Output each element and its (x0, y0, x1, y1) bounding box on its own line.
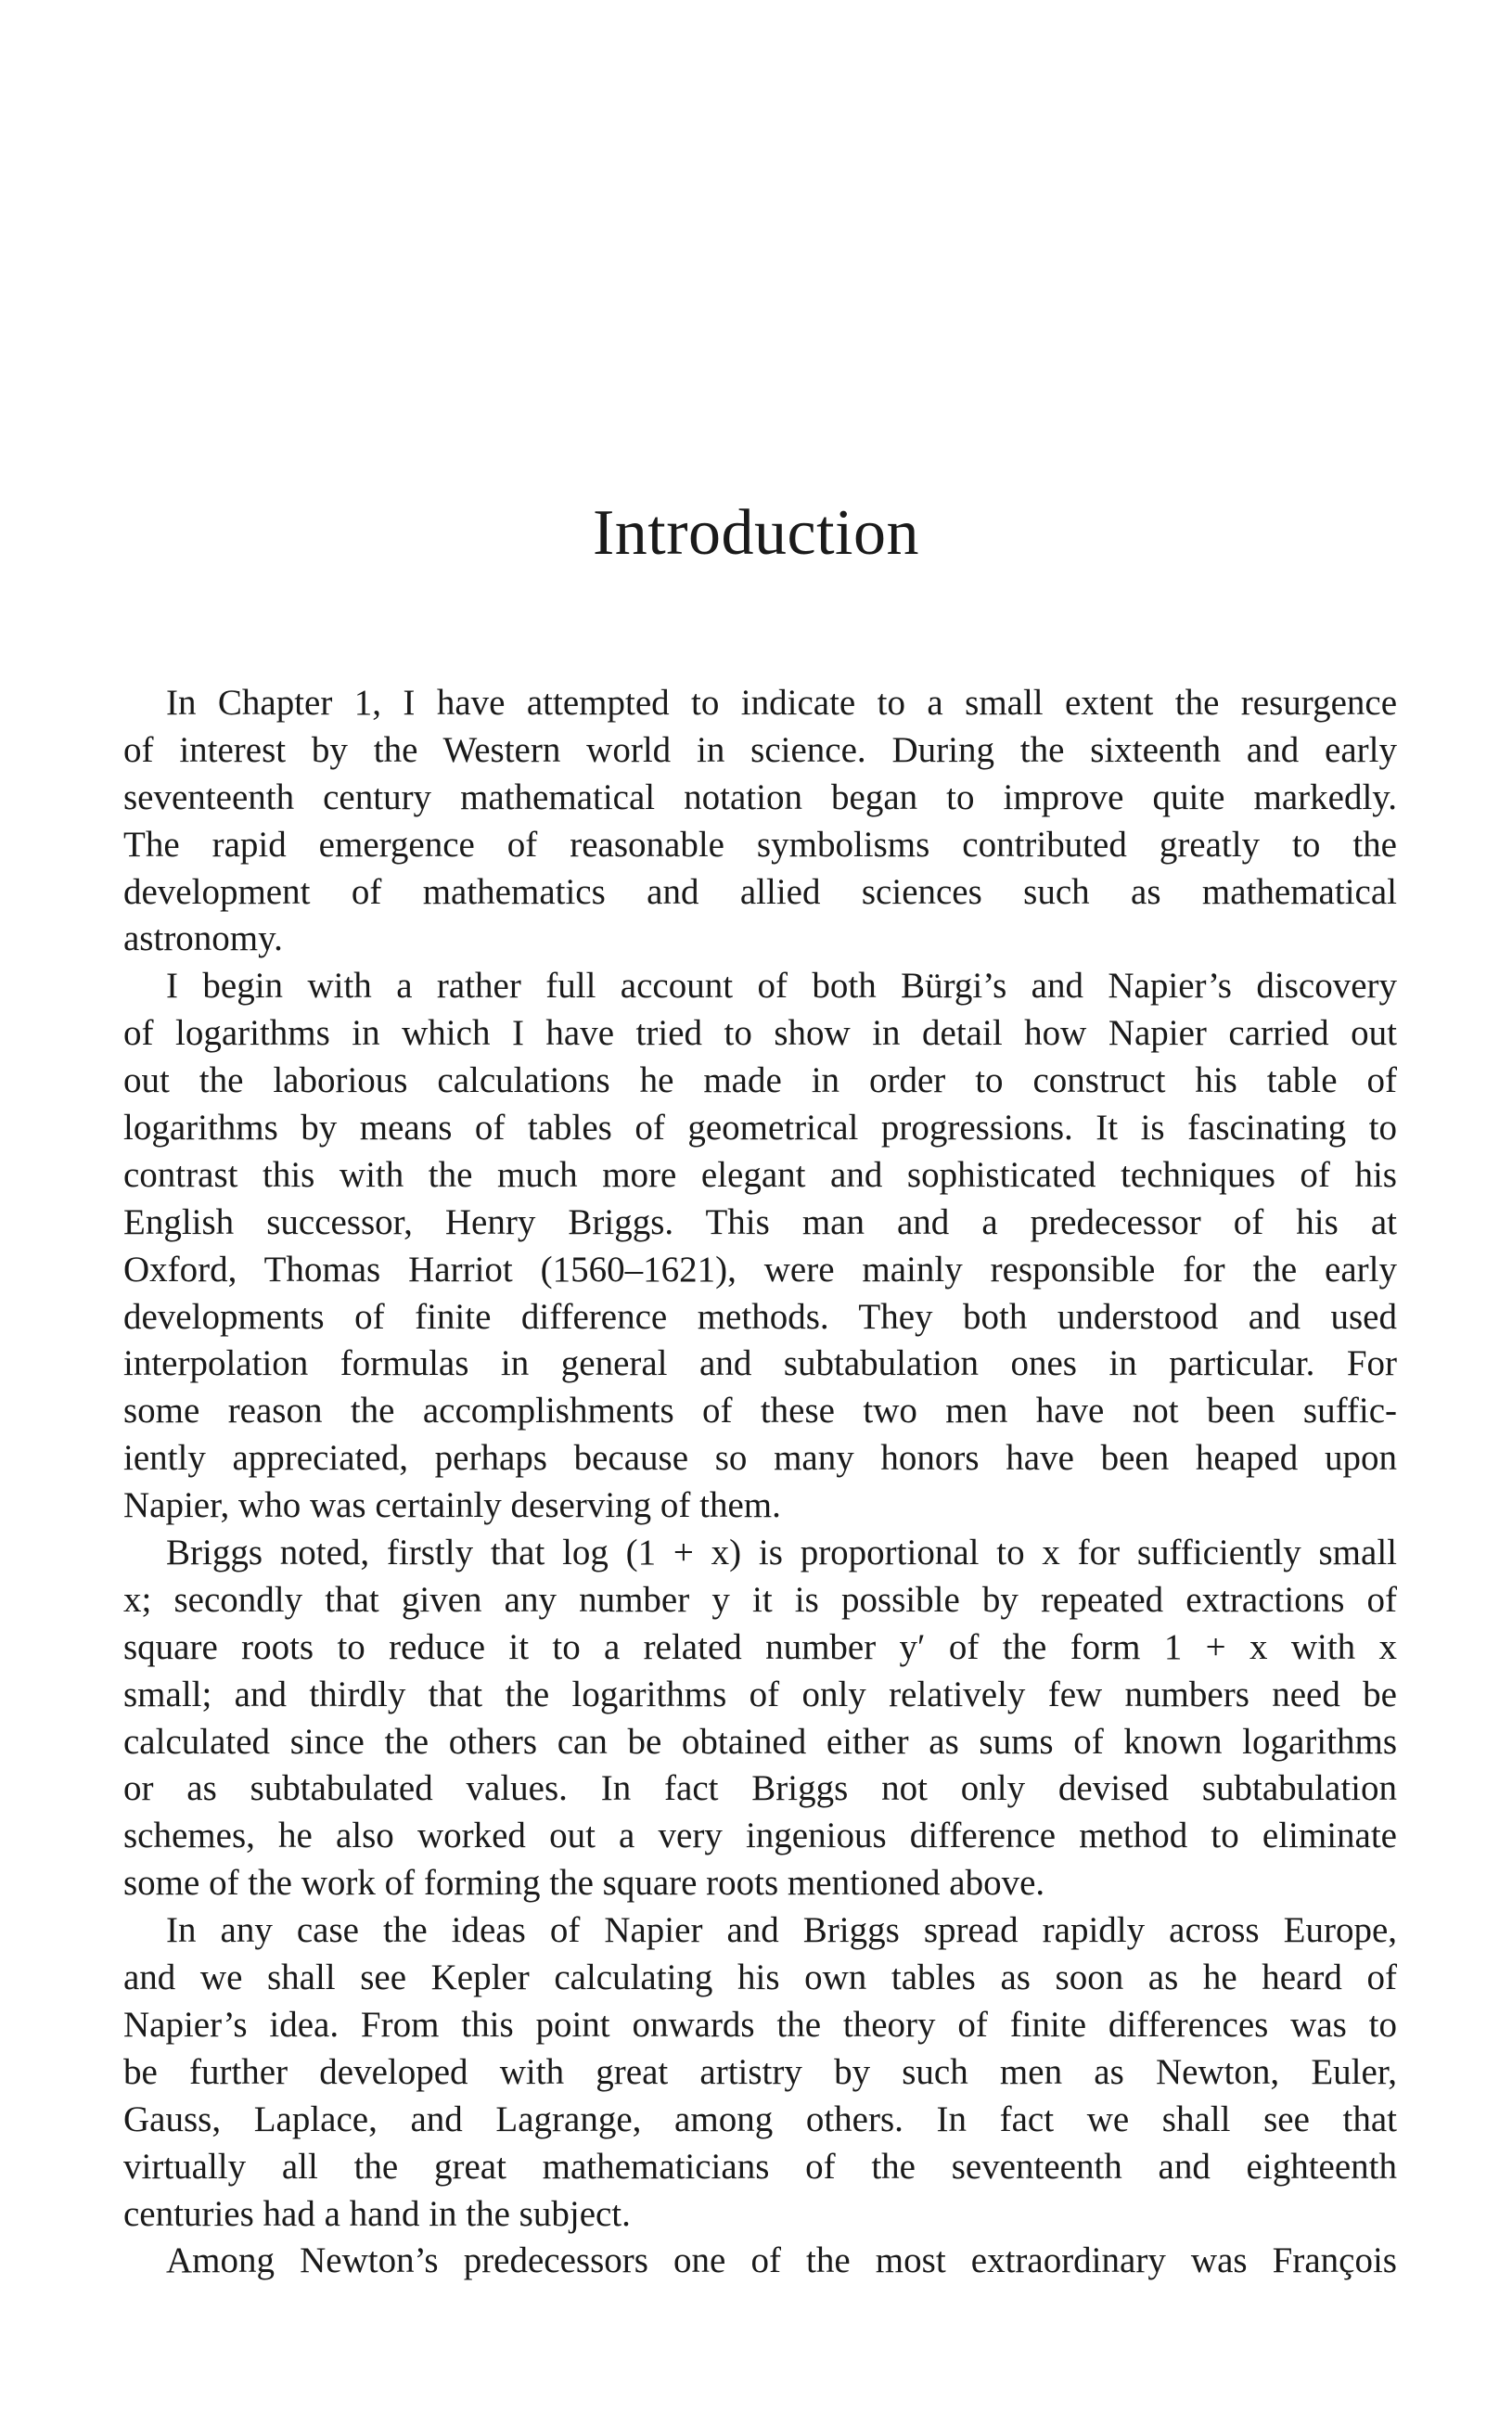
text-line: x; secondly that given any number y it is possible by repeated extractions of (123, 1579, 1397, 1620)
text-line: English successor, Henry Briggs. This man and a predecessor of his at (123, 1201, 1397, 1242)
text-line: schemes, he also worked out a very ingenious difference method to eliminate (123, 1816, 1397, 1856)
text-line: small; and thirdly that the logarithms of only relatively few numbers need be (123, 1674, 1397, 1714)
text-line: out the laborious calculations he made in order to construct his table of (123, 1060, 1397, 1101)
text-line: I begin with a rather full account of both Bürgi’s and Napier’s discovery (166, 966, 1397, 1007)
text-line: Among Newton’s predecessors one of the most extraordinary was François (166, 2240, 1397, 2281)
text-line: Oxford, Thomas Harriot (1560–1621), were mainly responsible for the early (123, 1249, 1397, 1290)
text-line: calculated since the others can be obtained either as sums of known logarithms (123, 1721, 1397, 1762)
paragraph-2 (123, 963, 1397, 1530)
text-line: Gauss, Laplace, and Lagrange, among others. In fact we shall see that (123, 2099, 1397, 2139)
text-line: centuries had a hand in the subject. (123, 2193, 631, 2234)
text-line: In any case the ideas of Napier and Briggs spread rapidly across Europe, (166, 1910, 1397, 1951)
text-line: interpolation formulas in general and subtabulation ones in particular. For (123, 1343, 1397, 1384)
text-line: Briggs noted, firstly that log (1 + x) is proportional to x for sufficiently small (166, 1533, 1397, 1573)
page-title: Introduction (592, 497, 920, 569)
text-line: contrast this with the much more elegant and sophisticated techniques of his (123, 1154, 1397, 1195)
text-line: Napier, who was certainly deserving of them. (123, 1485, 781, 1526)
text-line: seventeenth century mathematical notation began to improve quite markedly. (123, 777, 1397, 817)
text-line: development of mathematics and allied sciences such as mathematical (123, 871, 1397, 912)
text-line: Napier’s idea. From this point onwards the theory of finite differences was to (123, 2004, 1397, 2045)
text-line: developments of finite difference methods. They both understood and used (123, 1296, 1397, 1337)
text-line: some reason the accomplishments of these two men have not been suffic- (123, 1391, 1397, 1431)
body-text (123, 680, 1397, 2285)
paragraph-5 (123, 2238, 1397, 2285)
text-line: astronomy. (123, 918, 283, 959)
text-line: virtually all the great mathematicians of the seventeenth and eighteenth (123, 2146, 1397, 2187)
text-line: be further developed with great artistry by such men as Newton, Euler, (123, 2051, 1397, 2092)
text-line: In Chapter 1, I have attempted to indicate to a small extent the resurgence (166, 683, 1397, 723)
text-line: logarithms by means of tables of geometrical progressions. It is fascinating to (123, 1108, 1397, 1149)
text-line: and we shall see Kepler calculating his own tables as soon as he heard of (123, 1957, 1397, 1998)
paragraph-4 (123, 1907, 1397, 2238)
text-line: of logarithms in which I have tried to show in detail how Napier carried out (123, 1013, 1397, 1054)
paragraph-3 (123, 1530, 1397, 1907)
text-line: square roots to reduce it to a related number y′ of the form 1 + x with x (123, 1626, 1397, 1667)
text-line: iently appreciated, perhaps because so many honors have been heaped upon (123, 1438, 1397, 1479)
paragraph-1 (123, 680, 1397, 963)
text-line: some of the work of forming the square roots mentioned above. (123, 1863, 1045, 1904)
text-line: of interest by the Western world in science. During the sixteenth and early (123, 729, 1397, 770)
text-line: or as subtabulated values. In fact Briggs not only devised subtabulation (123, 1768, 1397, 1809)
text-line: The rapid emergence of reasonable symbolisms contributed greatly to the (123, 824, 1397, 865)
